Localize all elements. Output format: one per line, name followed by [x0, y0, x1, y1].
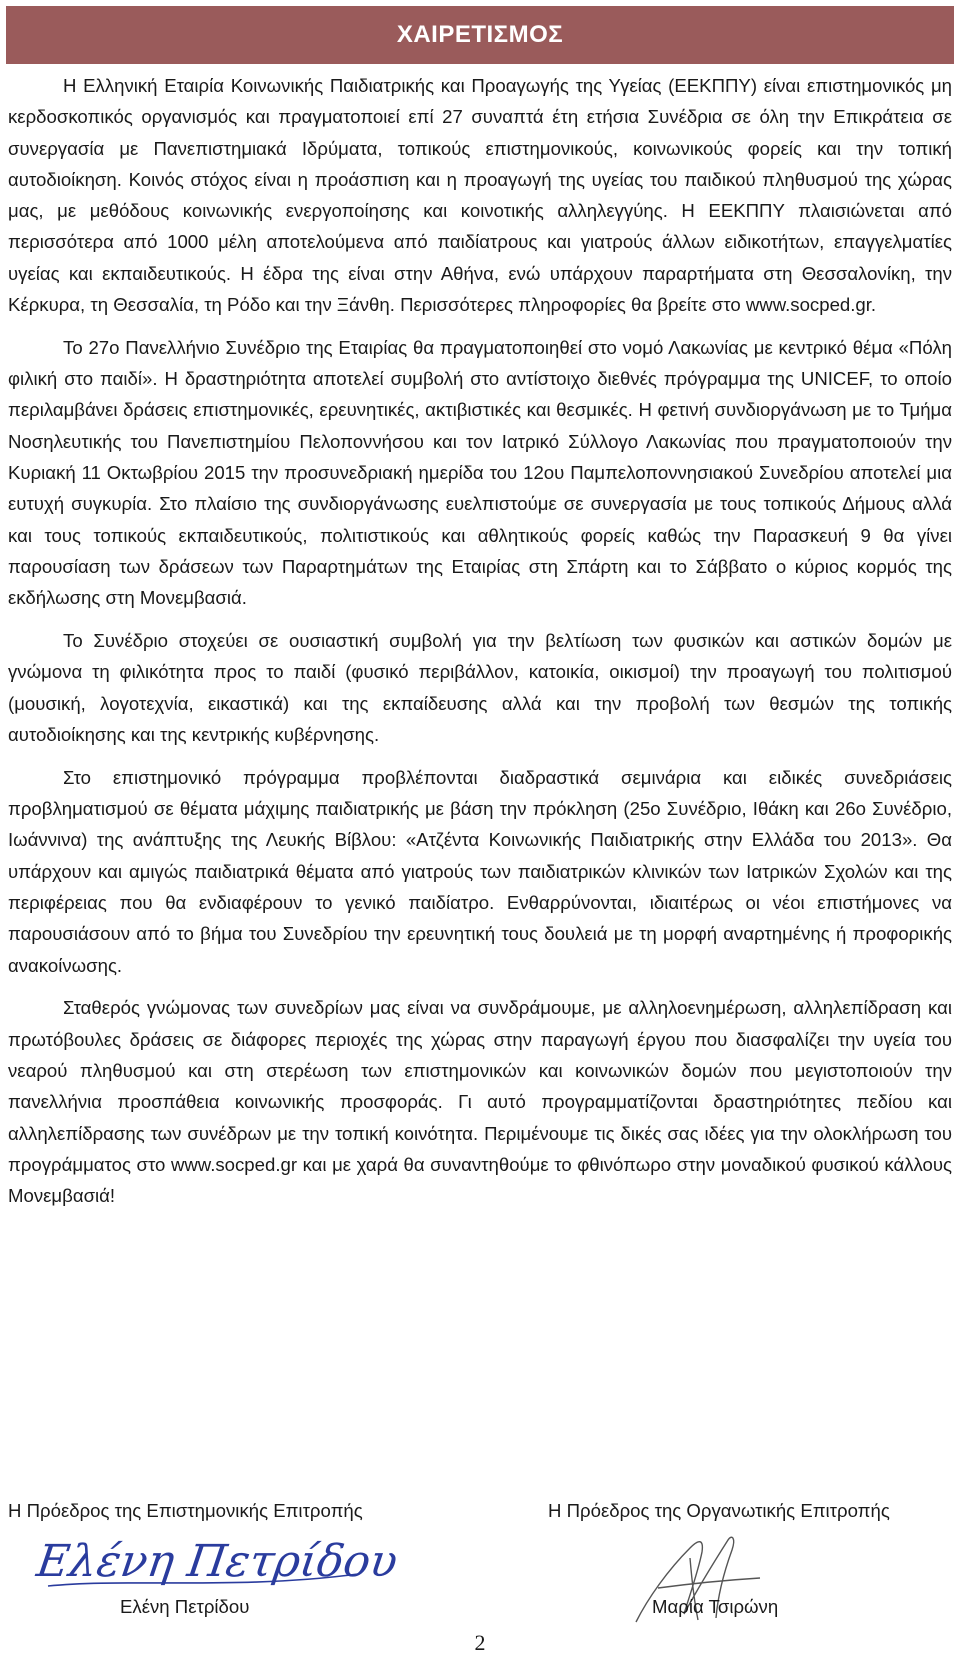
- svg-text:Ελένη Πετρίδου: Ελένη Πετρίδου: [33, 1536, 401, 1587]
- paragraph-5: Σταθερός γνώμονας των συνεδρίων μας είναι να συνδράμουμε, με αλληλοενημέρωση, αλληλεπίδραση και πρωτόβουλες δράσεις σε διάφορες περιοχές της χώρας στην παραγωγή έργου που διασφαλίζει την υγεία του νεαρού πληθυσμού και στη στερέωση των επιστημονικών και κοινωνικών δομών που μεγιστοποιούν την πανελλήνια προσπάθεια κοινωνικής προσφοράς. Γι αυτό προγραμματίζονται δραστηριότητες πεδίου και αλληλεπίδρασης των συνέδρων με την τοπική κοινότητα. Περιμένουμε τις δικές σας ιδέες για την ολοκλήρωση του προγράμματος στο www.socped.gr και με χαρά θα συναντηθούμε το φθινόπωρο στην μοναδικού φυσικού κάλλους Μονεμβασιά!: [8, 997, 952, 1207]
- paragraph-3: Το Συνέδριο στοχεύει σε ουσιαστική συμβολή για την βελτίωση των φυσικών και αστικών δομών με γνώμονα τη φιλικότητα προς το παιδί (φυσικό περιβάλλον, κατοικία, οικισμοί) την προαγωγή του πολιτισμού (μουσική, λογοτεχνία, εικαστικά) και της εκπαίδευσης αλλά και την προβολή των θεσμών της τοπικής αυτοδιοίκησης και της κεντρικής κυβέρνησης.: [8, 630, 952, 745]
- paragraph-2: Το 27ο Πανελλήνιο Συνέδριο της Εταιρίας θα πραγματοποιηθεί στο νομό Λακωνίας με κεντρικό θέμα «Πόλη φιλική στο παιδί». Η δραστηριότητα αποτελεί συμβολή στο αντίστοιχο διεθνές πρόγραμμα της UNICEF, το οποίο περιλαμβάνει δράσεις επιστημονικές, ερευνητικές, ακτιβιστικές και θεσμικές. Η φετινή συνδιοργάνωση με το Τμήμα Νοσηλευτικής του Πανεπιστημίου Πελοποννήσου και τον Ιατρικό Σύλλογο Λακωνίας που πραγματοποιούν την Κυριακή 11 Οκτωβρίου 2015 την προσυνεδριακή ημερίδα του 12ου Παμπελοποννησιακού Συνεδρίου αποτελεί μια ευτυχή συγκυρία. Στο πλαίσιο της συνδιοργάνωσης ευελπιστούμε σε συνεργασία με τους τοπικούς Δήμους αλλά και τους τοπικούς εκπαιδευτικούς, πολιτιστικούς και αθλητικούς φορείς καθώς την Παρασκευή 9 θα γίνει παρουσίαση των δράσεων των Παραρτημάτων της Εταιρίας στη Σπάρτη και το Σάββατο ο κύριος κορμός της εκδήλωσης στη Μονεμβασιά.: [8, 336, 952, 609]
- signatory-name: Ελένη Πετρίδου: [120, 1596, 250, 1617]
- handwritten-signature-petridou: [33, 1528, 401, 1594]
- signature-block-scientific: [8, 1500, 428, 1617]
- paragraph-1: Η Ελληνική Εταιρία Κοινωνικής Παιδιατρικής και Προαγωγής της Υγείας (ΕΕΚΠΠΥ) είναι επιστημονικός μη κερδοσκοπικός οργανισμός και πραγματοποιεί επί 27 συναπτά έτη ετήσια Συνέδρια σε όλη την Επικράτεια σε συνεργασία με Πανεπιστημιακά Ιδρύματα, τοπικούς επιστημονικούς, κοινωνικούς φορείς και την τοπική αυτοδιοίκηση. Κοινός στόχος είναι η προάσπιση και η προαγωγή της υγείας του παιδικού πληθυσμού της χώρας μας, με μεθόδους κοινωνικής ενεργοποίησης και κοινοτικής αλληλεγγύης. Η ΕΕΚΠΠΥ πλαισιώνεται από περισσότερα από 1000 μέλη αποτελούμενα από παιδίατρους και γιατρούς άλλων ειδικοτήτων, επαγγελματίες υγείας και εκπαιδευτικούς. Η έδρα της είναι στην Αθήνα, ενώ υπάρχουν παραρτήματα στη Θεσσαλονίκη, την Κέρκυρα, τη Θεσσαλία, τη Ρόδο και την Ξάνθη. Περισσότερες πληροφορίες θα βρείτε στο www.socped.gr.: [8, 75, 952, 316]
- page-number: 2: [474, 1630, 486, 1655]
- page-title: ΧΑΙΡΕΤΙΣΜΟΣ: [6, 6, 954, 64]
- signature-block-organizing: [548, 1500, 968, 1617]
- paragraph-4: Στο επιστημονικό πρόγραμμα προβλέπονται διαδραστικά σεμινάρια και ειδικές συνεδριάσεις προβληματισμού σε θέματα μάχιμης παιδιατρικής με βάση την πρόκληση (25ο Συνέδριο, Ιθάκη και 26ο Συνέδριο, Ιωάννινα) της ανάπτυξης της Λευκής Βίβλου: «Ατζέντα Κοινωνικής Παιδιατρικής στην Ελλάδα του 2013». Θα υπάρχουν και αμιγώς παιδιατρικά θέματα από γιατρούς των παιδιατρικών κλινικών των Ιατρικών Σχολών και της περιφέρειας που θα ενδιαφέρουν το γενικό παιδίατρο. Ενθαρρύνονται, ιδιαιτέρως οι νέοι επιστήμονες να παρουσιάσουν από το βήμα του Συνεδρίου την ερευνητική τους δουλειά με τη μορφή αναρτημένης ή προφορικής ανακοίνωσης.: [8, 766, 952, 976]
- signatory-role: Η Πρόεδρος της Επιστημονικής Επιτροπής: [8, 1500, 363, 1521]
- signatory-name: Μαρία Τσιρώνη: [652, 1596, 779, 1617]
- body-text: [8, 70, 952, 1223]
- signatory-role: Η Πρόεδρος της Οργανωτικής Επιτροπής: [548, 1500, 890, 1521]
